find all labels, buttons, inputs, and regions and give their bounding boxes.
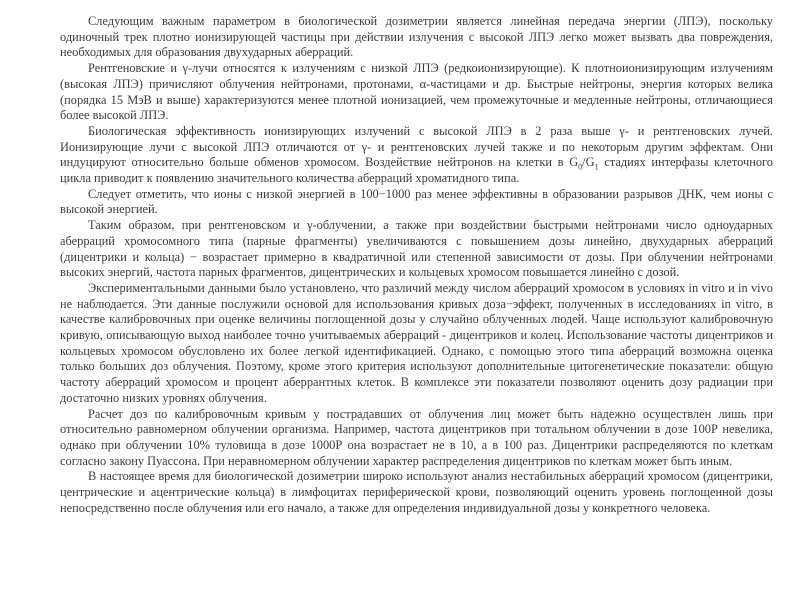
paragraph-low-energy-ions: Следует отметить, что ионы с низкой энергией в 100−1000 раз менее эффективны в образовании разрывов ДНК, чем ионы с высокой энергией. [60, 186, 773, 217]
paragraph-biological-efficiency-end: стадиях интерфазы клеточного цикла приводит к появлению значительного количества аберраций хроматидного типа. [60, 155, 773, 186]
slash-g: /G [582, 155, 595, 170]
subscript-g1: 1 [594, 162, 599, 172]
document-page [60, 14, 773, 517]
paragraph-experimental-data: Экспериментальными данными было установлено, что различий между числом аберраций хромосом в условиях in vitro и in vivo не наблюдается. Эти данные послужили основой для использования кривых доза−эффект, полученных в исследованиях in vitro, в качестве калибровочных при оценке величины поглощенной дозы у случайно облученных людей. Чаще используют калибровочную кривую, описывающую выход наиболее точно учитываемых аберраций - дицентриков и колец. Использование частоты дицентриков и кольцевых хромосом обусловлено их более легкой идентификацией. Однако, с помощью этого типа аберраций возможна оценка только больших доз облучения. Поэтому, кроме этого критерия используют дополнительные цитогенетические показатели: общую частоту аберраций хромосом и процент аберрантных клеток. В комплексе эти показатели позволяют оценить дозу радиации при достаточно низких уровнях облучения. [60, 280, 773, 405]
paragraph-biological-efficiency-text: Биологическая эффективность ионизирующих излучений с высокой ЛПЭ в 2 раза выше γ- и рентгеновских лучей. Ионизирующие лучи с высокой ЛПЭ отличаются от γ- и рентгеновских лучей также и по некоторым другим эффектам. Они индуцируют относительно больше обменов хромосом. Воздействие нейтронов на клетки в G [60, 123, 773, 170]
paragraph-dose-calculation: Расчет доз по калибровочным кривым у пострадавших от облучения лиц может быть надежно осуществлен лишь при относительно равномерном облучении организма. Например, частота дицентриков при тотальном облучении в дозе 100Р невелика, однако при облучении 10% туловища в дозе 1000Р она возрастает не в 10, а в 100 раз. Дицентрики распределяются по клеткам согласно закону Пуассона. При неравномерном облучении характер распределения дицентриков по клеткам может быть иным. [60, 406, 773, 468]
paragraph-dose-dependence: Таким образом, при рентгеновском и γ-облучении, а также при воздействии быстрыми нейтронами число одноударных аберраций хромосомного типа (парные фрагменты) увеличиваются с повышением дозы линейно, двухударных аберраций (дицентрики и кольца) − возрастает примерно в квадратичной или степенной зависимости от дозы. При облучении нейтронами высоких энергий, частота парных фрагментов, дицентрических и кольцевых хромосом повышается линейно с дозой. [60, 218, 773, 280]
subscript-g0: 0 [578, 162, 583, 172]
paragraph-biological-efficiency [60, 124, 773, 187]
paragraph-current-methods: В настоящее время для биологической дозиметрии широко используют анализ нестабильных аберраций хромосом (дицентрики, центрические и ацентрические кольца) в лимфоцитах периферической крови, позволяющий оценить уровень поглощенной дозы непосредственно после облучения или его начало, а также для определения индивидуальной дозы у конкретного человека. [60, 469, 773, 515]
paragraph-radiation-types: Рентгеновские и γ-лучи относятся к излучениям с низкой ЛПЭ (редкоионизирующие). К плотноионизирующим излучениям (высокая ЛПЭ) причисляют облучения нейтронами, протонами, α-частицами и др. Быстрые нейтроны, энергия которых велика (порядка 15 МэВ и выше) характеризуются менее плотной ионизацией, чем промежуточные и медленные нейтроны, отличающиеся более высокой ЛПЭ. [60, 61, 773, 123]
paragraph-let: Следующим важным параметром в биологической дозиметрии является линейная передача энергии (ЛПЭ), поскольку одиночный трек плотно ионизирующей частицы при действии излучения с высокой ЛПЭ легко может вызвать два повреждения, необходимых для образования двухударных аберраций. [60, 14, 773, 60]
